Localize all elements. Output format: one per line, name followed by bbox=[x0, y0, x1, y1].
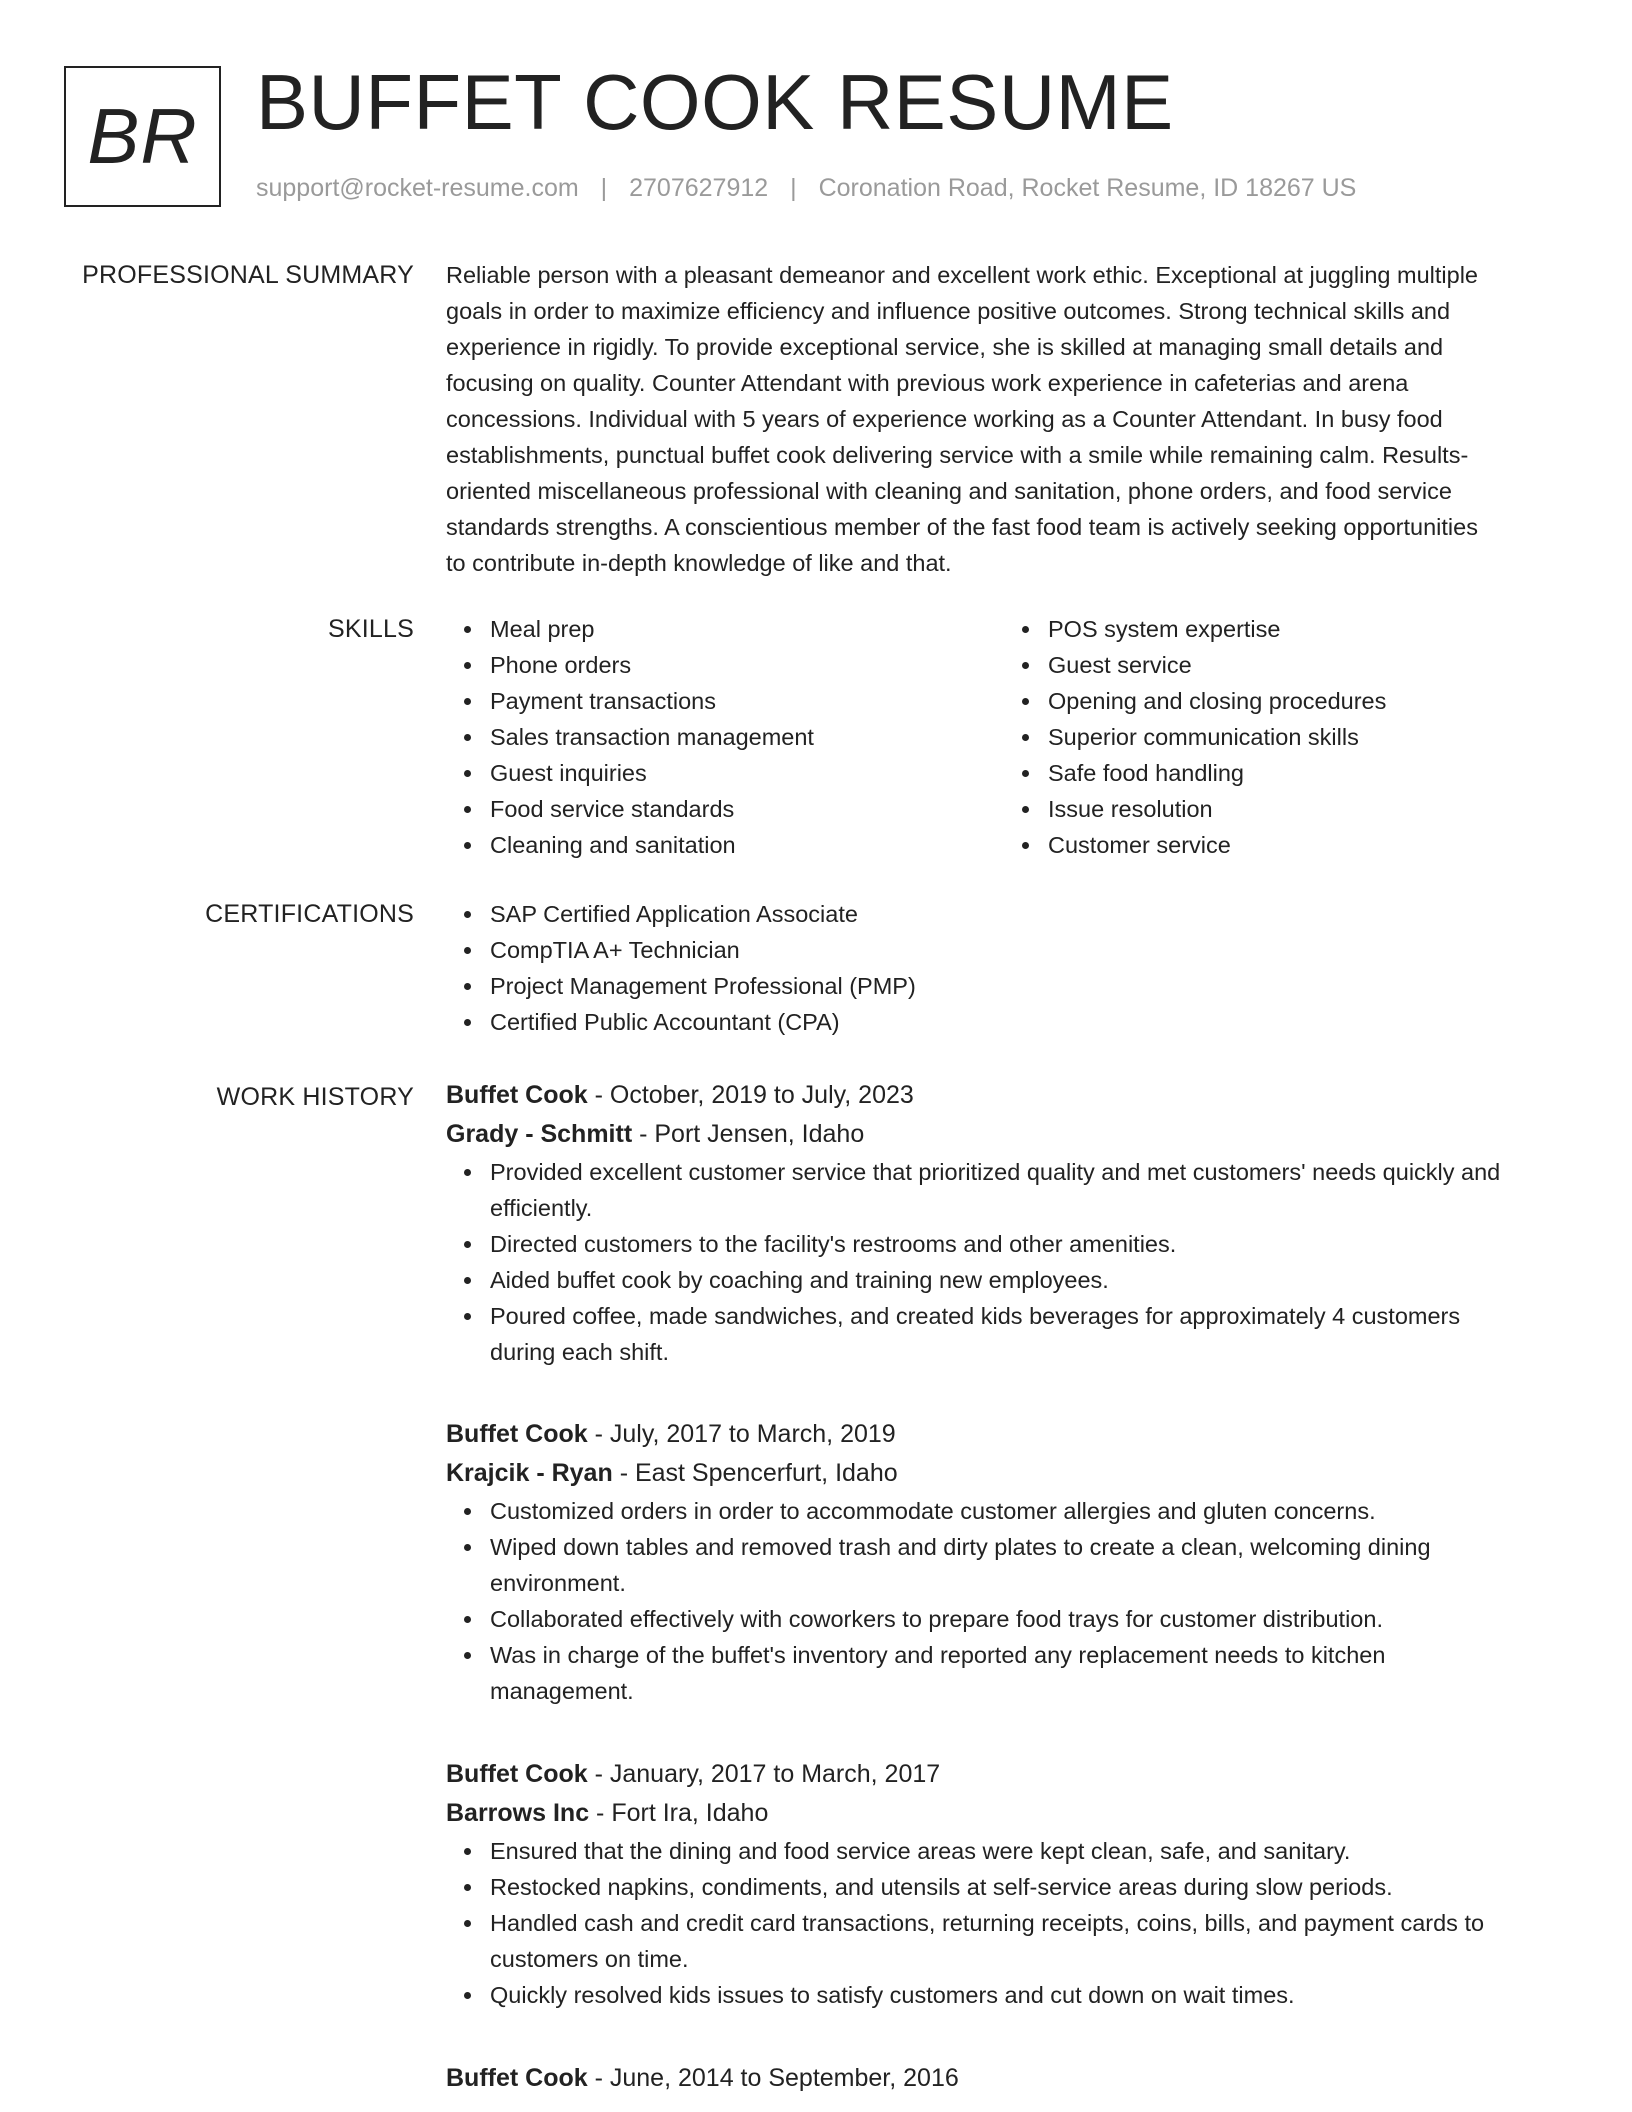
summary-text bbox=[446, 257, 1562, 581]
duty-line: environment. bbox=[490, 1570, 626, 1596]
job-location: - Port Jensen, Idaho bbox=[632, 1120, 865, 1148]
job-title: Buffet Cook bbox=[446, 1081, 588, 1109]
duty-item bbox=[490, 1298, 1562, 1370]
contact-email[interactable]: support@rocket-resume.com bbox=[256, 174, 579, 202]
job-title: Buffet Cook bbox=[446, 1420, 588, 1448]
skill-item: Sales transaction management bbox=[490, 719, 1004, 755]
contact-separator: | bbox=[600, 174, 608, 202]
duty-line: Poured coffee, made sandwiches, and created kids beverages for approximately 4 customers bbox=[490, 1303, 1461, 1329]
certifications-list bbox=[446, 896, 1562, 1040]
job-title: Buffet Cook bbox=[446, 2064, 588, 2092]
job-title-line bbox=[446, 1755, 1562, 1794]
duty-item bbox=[490, 1977, 1562, 2013]
job-dates: - July, 2017 to March, 2019 bbox=[587, 1420, 896, 1448]
contact-line bbox=[256, 174, 1356, 203]
duty-line: Provided excellent customer service that prioritized quality and met customers' needs quickly and bbox=[490, 1159, 1501, 1185]
job-company-line bbox=[446, 1454, 1562, 1493]
skill-item: Customer service bbox=[1048, 827, 1562, 863]
summary-line: standards strengths. A conscientious member of the fast food team is actively seeking opportunities bbox=[446, 514, 1478, 540]
duty-line: Aided buffet cook by coaching and training new employees. bbox=[490, 1267, 1109, 1293]
duty-item bbox=[490, 1154, 1562, 1226]
monogram-logo: BR bbox=[64, 66, 221, 207]
duty-item bbox=[490, 1601, 1562, 1637]
certifications-label: CERTIFICATIONS bbox=[205, 900, 414, 928]
skill-item: Guest service bbox=[1048, 647, 1562, 683]
summary-line: to contribute in-depth knowledge of like and that. bbox=[446, 550, 952, 576]
duty-line: during each shift. bbox=[490, 1339, 669, 1365]
duty-line: Directed customers to the facility's restrooms and other amenities. bbox=[490, 1231, 1177, 1257]
skills-list-right bbox=[1004, 611, 1562, 863]
skill-item: Issue resolution bbox=[1048, 791, 1562, 827]
duty-item bbox=[490, 1226, 1562, 1262]
certification-item: Project Management Professional (PMP) bbox=[490, 968, 1562, 1004]
job-title: Buffet Cook bbox=[446, 1760, 588, 1788]
job-company: Grady - Schmitt bbox=[446, 1120, 633, 1148]
skill-item: Cleaning and sanitation bbox=[490, 827, 1004, 863]
job-company-line bbox=[446, 1794, 1562, 1833]
job-title-line bbox=[446, 1415, 1562, 1454]
certification-item: CompTIA A+ Technician bbox=[490, 932, 1562, 968]
duty-item bbox=[490, 1869, 1562, 1905]
duty-line: customers on time. bbox=[490, 1946, 689, 1972]
summary-line: focusing on quality. Counter Attendant with previous work experience in cafeterias and arena bbox=[446, 370, 1409, 396]
duty-line: Collaborated effectively with coworkers to prepare food trays for customer distribution. bbox=[490, 1606, 1383, 1632]
job-dates: - October, 2019 to July, 2023 bbox=[587, 1081, 914, 1109]
summary-line: Reliable person with a pleasant demeanor and excellent work ethic. Exceptional at juggling multiple bbox=[446, 262, 1478, 288]
duty-item bbox=[490, 1637, 1562, 1709]
certifications-body bbox=[446, 896, 1562, 1040]
job-dates: - January, 2017 to March, 2017 bbox=[587, 1760, 941, 1788]
job-title-line bbox=[446, 1076, 1562, 1115]
job-entry bbox=[446, 1755, 1562, 2013]
duty-line: Customized orders in order to accommodate customer allergies and gluten concerns. bbox=[490, 1498, 1376, 1524]
skills-label: SKILLS bbox=[328, 615, 414, 643]
skill-item: Superior communication skills bbox=[1048, 719, 1562, 755]
job-dates: - June, 2014 to September, 2016 bbox=[587, 2064, 959, 2092]
job-duties bbox=[446, 1493, 1562, 1709]
duty-item bbox=[490, 1529, 1562, 1601]
summary-label: PROFESSIONAL SUMMARY bbox=[82, 261, 414, 289]
skill-item: Food service standards bbox=[490, 791, 1004, 827]
skill-item: POS system expertise bbox=[1048, 611, 1562, 647]
job-title-line bbox=[446, 2059, 1562, 2098]
duty-line: Wiped down tables and removed trash and dirty plates to create a clean, welcoming dining bbox=[490, 1534, 1431, 1560]
summary-line: goals in order to maximize efficiency and influence positive outcomes. Strong technical skills and bbox=[446, 298, 1451, 324]
duty-line: Was in charge of the buffet's inventory and reported any replacement needs to kitchen bbox=[490, 1642, 1386, 1668]
contact-separator: | bbox=[790, 174, 797, 202]
job-entry bbox=[446, 1415, 1562, 1709]
duty-line: Restocked napkins, condiments, and utensils at self-service areas during slow periods. bbox=[490, 1874, 1393, 1900]
job-company: Barrows Inc bbox=[446, 1799, 590, 1827]
summary-line: oriented miscellaneous professional with cleaning and sanitation, phone orders, and food service bbox=[446, 478, 1452, 504]
certification-item: Certified Public Accountant (CPA) bbox=[490, 1004, 1562, 1040]
duty-line: Handled cash and credit card transactions, returning receipts, coins, bills, and payment cards to bbox=[490, 1910, 1485, 1936]
duty-line: management. bbox=[490, 1678, 634, 1704]
skills-list-left bbox=[446, 611, 1004, 863]
skill-item: Safe food handling bbox=[1048, 755, 1562, 791]
resume-title: BUFFET COOK RESUME bbox=[256, 58, 1174, 146]
duty-item bbox=[490, 1262, 1562, 1298]
job-duties bbox=[446, 1833, 1562, 2013]
job-duties bbox=[446, 1154, 1562, 1370]
job-location: - Fort Ira, Idaho bbox=[589, 1799, 769, 1827]
skill-item: Opening and closing procedures bbox=[1048, 683, 1562, 719]
job-company-line bbox=[446, 1115, 1562, 1154]
job-entry bbox=[446, 1076, 1562, 1370]
work-history-label: WORK HISTORY bbox=[216, 1083, 414, 1111]
skill-item: Guest inquiries bbox=[490, 755, 1004, 791]
summary-line: concessions. Individual with 5 years of experience working as a Counter Attendant. In busy food bbox=[446, 406, 1443, 432]
skill-item: Meal prep bbox=[490, 611, 1004, 647]
skills-columns bbox=[446, 611, 1562, 863]
job-company: Krajcik - Ryan bbox=[446, 1459, 613, 1487]
contact-address: Coronation Road, Rocket Resume, ID 18267 US bbox=[818, 174, 1357, 202]
duty-line: Quickly resolved kids issues to satisfy customers and cut down on wait times. bbox=[490, 1982, 1295, 2008]
summary-line: establishments, punctual buffet cook delivering service with a smile while remaining calm. Results- bbox=[446, 442, 1469, 468]
job-entry bbox=[446, 2059, 1562, 2098]
summary-line: experience in rigidly. To provide exceptional service, she is skilled at managing small details and bbox=[446, 334, 1444, 360]
duty-item bbox=[490, 1833, 1562, 1869]
certification-item: SAP Certified Application Associate bbox=[490, 896, 1562, 932]
duty-line: efficiently. bbox=[490, 1195, 593, 1221]
duty-item bbox=[490, 1905, 1562, 1977]
job-location: - East Spencerfurt, Idaho bbox=[612, 1459, 898, 1487]
duty-line: Ensured that the dining and food service areas were kept clean, safe, and sanitary. bbox=[490, 1838, 1351, 1864]
contact-phone[interactable]: 2707627912 bbox=[629, 174, 769, 202]
duty-item bbox=[490, 1493, 1562, 1529]
skill-item: Phone orders bbox=[490, 647, 1004, 683]
skill-item: Payment transactions bbox=[490, 683, 1004, 719]
